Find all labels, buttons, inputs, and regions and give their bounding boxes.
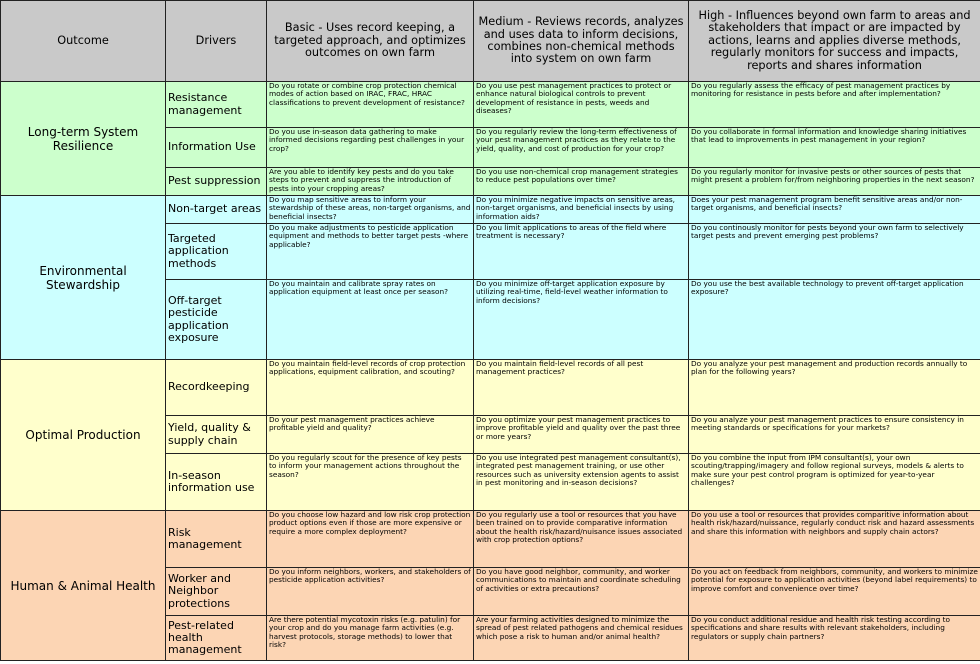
basic-question: Do you regularly scout for the presence of key pests to inform your management actions throughout the season?: [267, 454, 474, 511]
high-question: Do you conduct additional residue and health risk testing according to specifications and share results with relevant stakeholders, including regulators or supply chain partners?: [689, 616, 980, 661]
outcome-cell: Environmental Stewardship: [1, 196, 166, 360]
header-row: [1, 1, 980, 82]
medium-question: Do you regularly review the long-term effectiveness of your pest management practices as they relate to the yield, quality, and cost of production for your crop?: [474, 128, 689, 168]
outcome-cell: Optimal Production: [1, 360, 166, 511]
table-row: [1, 196, 980, 224]
medium-question: Do you use integrated pest management consultant(s), integrated pest management training, or use other resources such as university extension agents to assist in pest monitoring and in-season decisions?: [474, 454, 689, 511]
medium-question: Are your farming activities designed to minimize the spread of pest related pathogens and chemical residues which pose a risk to human and/or animal health?: [474, 616, 689, 661]
basic-question: Are there potential mycotoxin risks (e.g. patulin) for your crop and do you manage farm activities (e.g. harvest protocols, storage methods) to lower that risk?: [267, 616, 474, 661]
high-question: Do you regularly monitor for invasive pests or other sources of pests that might present a problem for/from neighboring properties in the next season?: [689, 168, 980, 196]
basic-question: Do you use in-season data gathering to make informed decisions regarding pest challenges in your crop?: [267, 128, 474, 168]
high-question: Do you regularly assess the efficacy of pest management practices by monitoring for resistance in pests before and after implementation?: [689, 82, 980, 128]
basic-question: Are you able to identify key pests and do you take steps to prevent and suppress the introduction of pests into your cropping areas?: [267, 168, 474, 196]
header-outcome: Outcome: [1, 1, 166, 82]
driver-cell: Information Use: [166, 128, 267, 168]
outcome-cell: Long-term System Resilience: [1, 82, 166, 196]
driver-cell: Non-target areas: [166, 196, 267, 224]
basic-question: Do you map sensitive areas to inform your stewardship of these areas, non-target organisms, and beneficial insects?: [267, 196, 474, 224]
basic-question: Do you rotate or combine crop protection chemical modes of action based on IRAC, FRAC, HRAC classifications to prevent development of resistance?: [267, 82, 474, 128]
outcome-cell: Human & Animal Health: [1, 511, 166, 661]
driver-cell: Resistance management: [166, 82, 267, 128]
high-question: Do you continously monitor for pests beyond your own farm to selectively target pests and prevent emerging pest problems?: [689, 224, 980, 280]
high-question: Do you act on feedback from neighbors, community, and workers to minimize potential for exposure to application activities (beyond label requirements) to improve comfort and convenience over time?: [689, 568, 980, 616]
medium-question: Do you optimize your pest management practices to improve profitable yield and quality over the past three or more years?: [474, 416, 689, 454]
medium-question: Do you have good neighbor, community, and worker communications to maintain and coordinate scheduling of activities or extra precautions?: [474, 568, 689, 616]
medium-question: Do you maintain field-level records of all pest management practices?: [474, 360, 689, 416]
table-row: [1, 82, 980, 128]
basic-question: Do you maintain field-level records of crop protection applications, equipment calibration, and scouting?: [267, 360, 474, 416]
driver-cell: Recordkeeping: [166, 360, 267, 416]
header-high: High - Influences beyond own farm to areas and stakeholders that impact or are impacted by actions, learns and applies diverse methods, regularly monitors for success and impacts, reports and shares information: [689, 1, 980, 82]
high-question: Does your pest management program benefit sensitive areas and/or non-target organisms, and beneficial insects?: [689, 196, 980, 224]
driver-cell: Pest-related health management: [166, 616, 267, 661]
header-drivers: Drivers: [166, 1, 267, 82]
basic-question: Do you maintain and calibrate spray rates on application equipment at least once per season?: [267, 280, 474, 360]
driver-cell: Risk management: [166, 511, 267, 568]
basic-question: Do you inform neighbors, workers, and stakeholders of pesticide application activities?: [267, 568, 474, 616]
high-question: Do you use a tool or resources that provides comparitive information about health risk/hazard/nuissance, regularly conduct risk and hazard assessments and share this information with neighbors and supply chain actors?: [689, 511, 980, 568]
driver-cell: Off-target pesticide application exposure: [166, 280, 267, 360]
high-question: Do you use the best available technology to prevent off-target application exposure?: [689, 280, 980, 360]
medium-question: Do you limit applications to areas of the field where treatment is necessary?: [474, 224, 689, 280]
high-question: Do you analyze your pest management and production records annually to plan for the following years?: [689, 360, 980, 416]
medium-question: Do you use pest management practices to protect or enhance natural biological controls to prevent development of resistance in pests, weeds and diseases?: [474, 82, 689, 128]
table-row: [1, 511, 980, 568]
medium-question: Do you regularly use a tool or resources that you have been trained on to provide comparative information about the health risk/hazard/nuisance issues associated with crop protection options?: [474, 511, 689, 568]
driver-cell: Yield, quality & supply chain: [166, 416, 267, 454]
medium-question: Do you use non-chemical crop management strategies to reduce pest populations over time?: [474, 168, 689, 196]
high-question: Do you collaborate in formal information and knowledge sharing initiatives that lead to improvements in pest management in your region?: [689, 128, 980, 168]
driver-cell: Worker and Neighbor protections: [166, 568, 267, 616]
medium-question: Do you minimize off-target application exposure by utilizing real-time, field-level weather information to inform decisions?: [474, 280, 689, 360]
driver-cell: Targeted application methods: [166, 224, 267, 280]
medium-question: Do you minimize negative impacts on sensitive areas, non-target organisms, and beneficial insects by using information aids?: [474, 196, 689, 224]
basic-question: Do you choose low hazard and low risk crop protection product options even if those are more expensive or require a more complex deployment?: [267, 511, 474, 568]
high-question: Do you analyze your pest management practices to ensure consistency in meeting standards or specifications for your markets?: [689, 416, 980, 454]
header-medium: Medium - Reviews records, analyzes and uses data to inform decisions, combines non-chemical methods into system on own farm: [474, 1, 689, 82]
basic-question: Do your pest management practices achieve profitable yield and quality?: [267, 416, 474, 454]
driver-cell: In-season information use: [166, 454, 267, 511]
basic-question: Do you make adjustments to pesticide application equipment and methods to better target pests -where applicable?: [267, 224, 474, 280]
table-row: [1, 360, 980, 416]
driver-cell: Pest suppression: [166, 168, 267, 196]
header-basic: Basic - Uses record keeping, a targeted approach, and optimizes outcomes on own farm: [267, 1, 474, 82]
high-question: Do you combine the input from IPM consultant(s), your own scouting/trapping/imagery and follow regional surveys, models & alerts to make sure your pest control program is optimized for year-to-year challenges?: [689, 454, 980, 511]
